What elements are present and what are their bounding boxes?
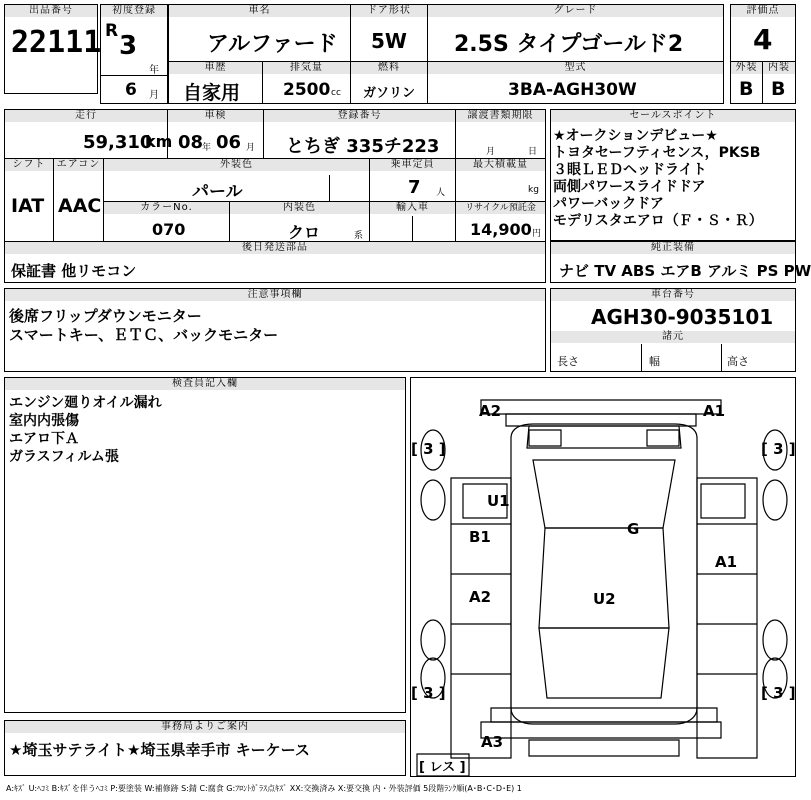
grade-cell <box>428 4 724 62</box>
score: 4 <box>753 23 773 56</box>
caution-label: 注意事項欄 <box>5 289 545 301</box>
chassis-number: AGH30-9035101 <box>591 305 774 329</box>
selling-point-line: モデリスタエアロ（Ｆ・Ｓ・Ｒ） <box>553 213 763 229</box>
selling-points-cell <box>550 109 796 241</box>
divider <box>329 175 330 203</box>
shift: IAT <box>11 195 45 217</box>
inspection-month: 06 <box>216 132 242 153</box>
interior-grade-label: 内装 <box>763 62 795 74</box>
damage-left-front-door: U1 <box>487 492 510 510</box>
recycle: 14,900 <box>470 220 532 239</box>
caution-list <box>9 307 278 345</box>
first-registration-year: 3 <box>119 31 138 61</box>
spare-tire: [ レス ] <box>419 760 466 775</box>
month-unit: 月 <box>149 90 159 101</box>
aircon: AAC <box>58 195 102 217</box>
door-type-cell <box>351 4 428 62</box>
capacity-cell <box>370 158 456 202</box>
color-number: 070 <box>152 220 186 239</box>
mileage-label: 走行 <box>5 110 167 122</box>
vehicle-history-cell <box>168 62 263 104</box>
recycle-label: リサイクル預託金 <box>456 202 545 214</box>
inspection-label: 車検 <box>168 110 263 122</box>
inspection-cell <box>168 109 264 159</box>
length-label: 長さ <box>557 355 579 368</box>
recycle-cell <box>456 201 546 242</box>
caution-line: スマートキー、ＥＴＣ、バックモニター <box>9 326 279 344</box>
selling-point-line: トヨタセーフティセンス，PKSB <box>553 145 761 161</box>
tire-front-left: [ 3 ] <box>411 440 446 458</box>
shift-cell <box>4 158 54 242</box>
aircon-cell <box>54 158 104 242</box>
color-number-label: カラーNo. <box>104 202 229 214</box>
inspector-notes-list <box>9 394 162 466</box>
capacity-unit: 人 <box>436 188 446 198</box>
inspector-note-line: ガラスフィルム張 <box>9 449 119 465</box>
max-load-label: 最大積載量 <box>456 159 545 171</box>
caution-cell <box>4 288 546 372</box>
transfer-day-unit: 日 <box>528 147 538 157</box>
score-cell <box>730 4 796 62</box>
car-name: アルファード <box>207 32 338 57</box>
office-notice-cell <box>4 720 406 776</box>
divider <box>641 344 642 372</box>
selling-point-line: パワーバックドア <box>553 196 664 212</box>
width-label: 幅 <box>649 355 660 368</box>
score-label: 評価点 <box>731 5 795 17</box>
inspector-note-line: エアロ下Ａ <box>9 431 79 447</box>
car-name-label: 車名 <box>169 5 350 17</box>
standard-equipment-label: 純正装備 <box>551 242 795 254</box>
interior-grade-cell <box>763 62 796 104</box>
mileage-unit: km <box>145 132 173 151</box>
damage-roof: U2 <box>593 590 616 608</box>
inspection-year: 08 <box>178 132 204 153</box>
inspection-year-unit: 年 <box>202 143 212 153</box>
selling-points-label: セールスポイント <box>551 110 795 122</box>
selling-point-line: 両側パワースライドドア <box>553 179 706 195</box>
displacement-cell <box>263 62 351 104</box>
capacity-label: 乗車定員 <box>370 159 455 171</box>
lot-number: 22111 <box>11 25 102 60</box>
inspector-note-line: エンジン廻りオイル漏れ <box>9 395 162 411</box>
specs-cell <box>550 331 796 372</box>
door-type: 5W <box>371 29 407 53</box>
vehicle-history-label: 車歴 <box>169 62 262 74</box>
model-code-label: 型式 <box>428 62 723 74</box>
fuel: ガソリン <box>363 86 416 101</box>
exterior-grade-label: 外装 <box>731 62 762 74</box>
door-type-label: ドア形状 <box>351 5 427 17</box>
first-registration-cell <box>100 4 168 76</box>
mileage-cell <box>4 109 173 159</box>
later-items-label: 後日発送部品 <box>5 242 545 254</box>
first-registration-month: 6 <box>125 80 137 100</box>
standard-equipment-cell <box>550 241 811 283</box>
capacity: 7 <box>408 177 421 198</box>
inspector-note-line: 室内内張傷 <box>9 413 79 429</box>
recycle-unit: 円 <box>532 229 542 239</box>
divider <box>412 216 413 244</box>
damage-left-rear-door: B1 <box>469 528 491 546</box>
selling-points-list <box>553 128 763 230</box>
later-items-cell <box>4 241 546 283</box>
divider <box>721 344 722 372</box>
registration-number-label: 登録番号 <box>264 110 455 122</box>
exterior-grade-cell <box>730 62 763 104</box>
max-load-unit: kg <box>528 185 539 195</box>
import-cell <box>370 201 456 242</box>
first-registration-month-cell <box>100 76 168 104</box>
chassis-number-label: 車台番号 <box>551 289 795 301</box>
caution-line: 後席フリップダウンモニター <box>9 307 202 325</box>
transfer-doc-label: 譲渡書類期限 <box>456 110 545 122</box>
color-number-cell <box>104 201 230 242</box>
selling-point-line: ３眼ＬＥＤヘッドライト <box>553 162 707 178</box>
year-unit: 年 <box>149 65 159 76</box>
damage-left-rear-quarter: A2 <box>469 588 492 606</box>
exterior-color-cell <box>104 158 370 202</box>
aircon-label: エアコン <box>54 159 103 171</box>
damage-front-right: A1 <box>703 402 726 420</box>
chassis-number-cell <box>550 288 796 332</box>
interior-color-unit: 系 <box>354 231 364 241</box>
fuel-cell <box>351 62 428 104</box>
inspector-notes-label: 検査員記入欄 <box>5 378 405 390</box>
mileage: 59,310 <box>83 132 153 153</box>
model-code: 3BA-AGH30W <box>508 80 637 100</box>
later-items: 保証書 他リモコン <box>11 262 137 280</box>
import-label: 輸入車 <box>370 202 455 214</box>
car-name-cell <box>168 4 351 62</box>
tire-rear-left: [ 3 ] <box>411 684 446 702</box>
grade: 2.5S タイプゴールド2 <box>454 32 684 57</box>
inspector-notes-cell <box>4 377 406 713</box>
displacement-unit: cc <box>331 88 341 98</box>
exterior-color-label: 外装色 <box>104 159 369 171</box>
transfer-doc-cell <box>456 109 546 159</box>
damage-diagram-cell <box>410 377 796 777</box>
grade-label: グレード <box>428 5 723 17</box>
interior-color-cell <box>230 201 370 242</box>
office-notice: ★埼玉サテライト★埼玉県幸手市 キーケース <box>9 741 310 759</box>
first-registration-era: R <box>105 21 119 41</box>
selling-point-line: ★オークションデビュー★ <box>553 128 718 144</box>
model-code-cell <box>428 62 724 104</box>
fuel-label: 燃料 <box>351 62 427 74</box>
lot-number-cell <box>4 4 102 94</box>
transfer-month-unit: 月 <box>486 147 496 157</box>
damage-windshield: G <box>627 520 640 538</box>
shift-label: シフト <box>5 159 53 171</box>
standard-equipment: ナビ TV ABS エアB アルミ PS PW <box>559 262 811 280</box>
tire-front-right: [ 3 ] <box>761 440 796 458</box>
interior-grade: B <box>771 78 786 100</box>
vehicle-history: 自家用 <box>183 82 241 104</box>
interior-color-label: 内装色 <box>230 202 369 214</box>
damage-front-left: A2 <box>479 402 502 420</box>
displacement-label: 排気量 <box>263 62 350 74</box>
max-load-cell <box>456 158 546 202</box>
registration-number: とちぎ 335チ223 <box>286 136 440 157</box>
exterior-grade: B <box>739 78 754 100</box>
first-registration-label: 初度登録 <box>101 5 167 17</box>
damage-right-side: A1 <box>715 553 738 571</box>
tire-rear-right: [ 3 ] <box>761 684 796 702</box>
car-outline-sketch <box>411 378 797 778</box>
registration-number-cell <box>264 109 456 159</box>
lot-number-label: 出品番号 <box>5 5 97 17</box>
inspection-month-unit: 月 <box>246 143 256 153</box>
displacement: 2500 <box>283 80 331 100</box>
specs-label: 諸元 <box>551 331 795 343</box>
interior-color: クロ <box>288 223 321 242</box>
height-label: 高さ <box>727 355 749 368</box>
office-notice-label: 事務局よりご案内 <box>5 721 405 733</box>
exterior-color: パール <box>192 182 243 202</box>
damage-rear: A3 <box>481 733 504 751</box>
legend: A:ｷｽﾞ U:ﾍｺﾐ B:ｷｽﾞを伴うﾍｺﾐ P:要塗装 W:補修跡 S:錆 C:腐食 G:ﾌﾛﾝﾄｶﾞﾗｽ点ｷｽﾞ XX:交換済み X:要交換 内・外装評価 5段階ﾗﾝｸ順(A･B･C･D･E) 1 <box>6 784 522 793</box>
